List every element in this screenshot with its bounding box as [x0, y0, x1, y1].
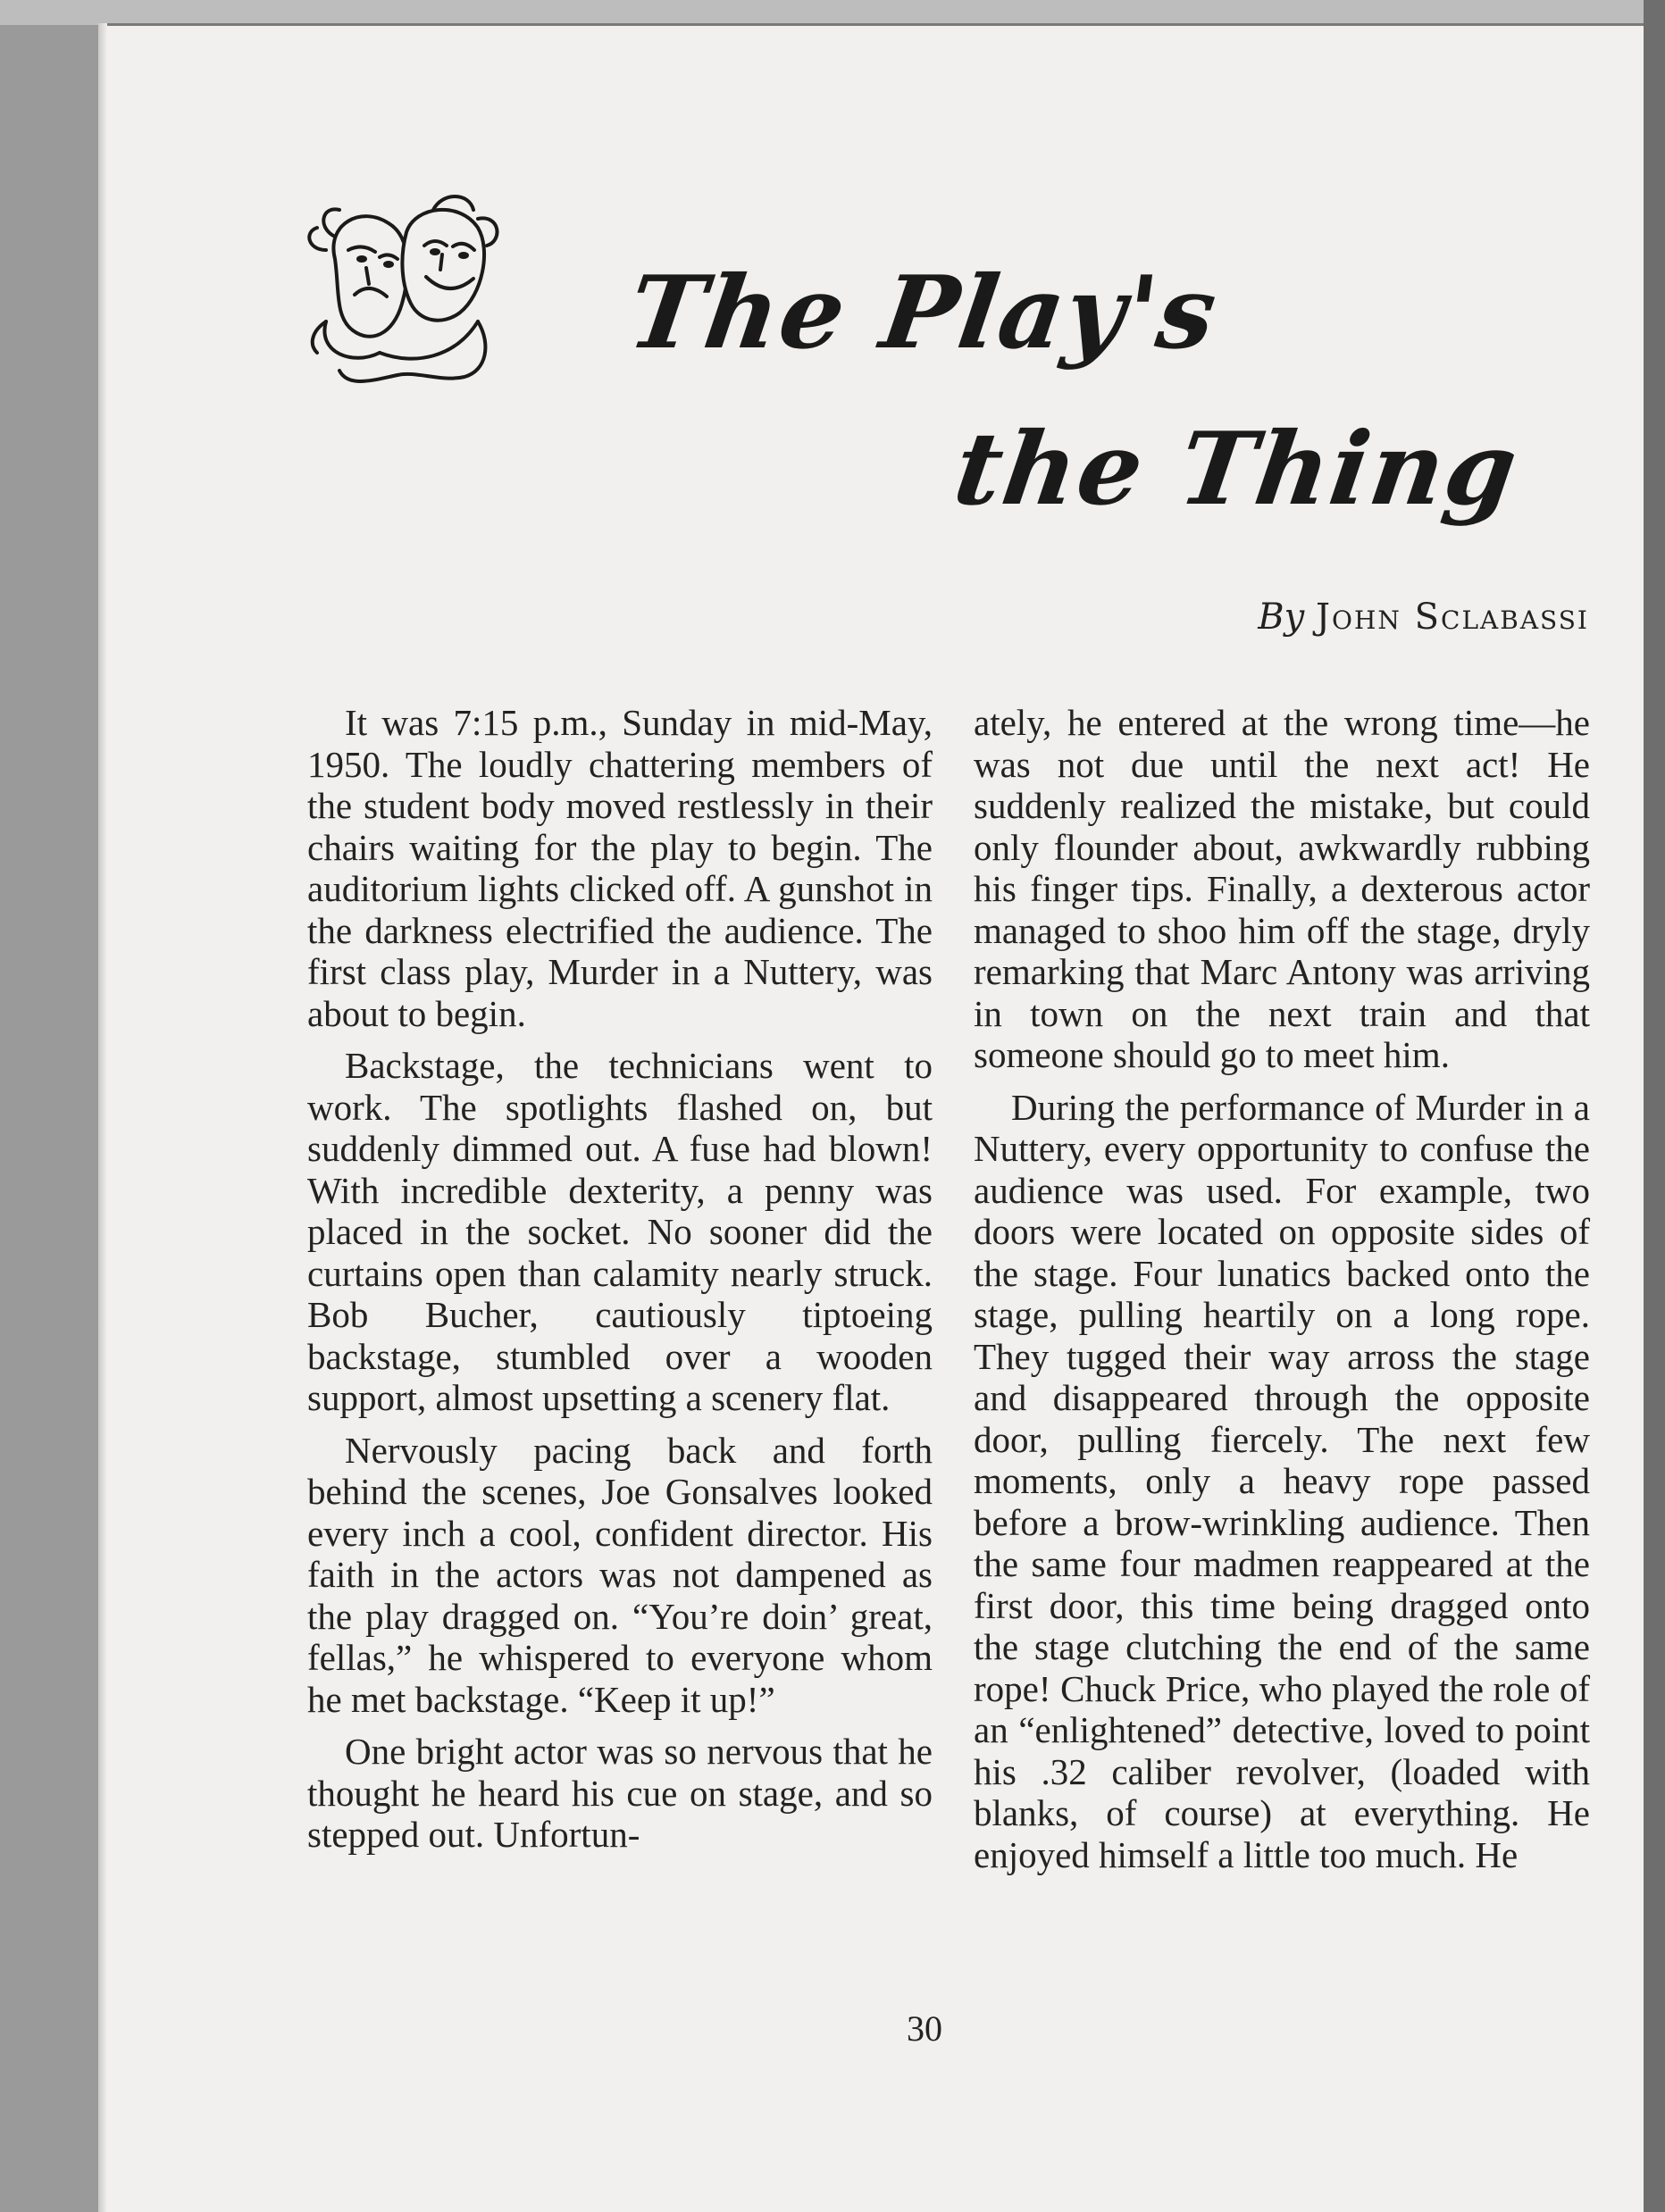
paragraph: Nervously pacing back and forth behind the scenes, Joe Gonsalves looked every inch a cool, confident director. His faith in the actors was not dampened as the play dragged on. “You’re doin’ great, fellas,” he whispered to everyone whom he met backstage. “Keep it up!” — [307, 1429, 933, 1720]
page-number: 30 — [907, 2008, 942, 2049]
paragraph: It was 7:15 p.m., Sunday in mid-May, 1950. The loudly chattering members of the student body moved restlessly in their chairs waiting for the play to begin. The auditorium lights clicked off. A gunshot in the darkness electrified the audience. The first class play, Murder in a Nuttery, was about to begin. — [307, 702, 933, 1034]
left-text-column — [307, 702, 933, 1866]
page-binding-edge — [98, 23, 107, 2212]
paragraph: ately, he entered at the wrong time—he was not due until the next act! He suddenly realized the mistake, but could only flounder about, awkwardly rubbing his finger tips. Finally, a dexterous actor managed to shoo him off the stage, dryly remarking that Marc Antony was arriving in town on the next train and that someone should go to meet him. — [974, 702, 1590, 1075]
article-title-line-1: The Play's — [621, 255, 1225, 371]
comedy-tragedy-masks-icon — [299, 188, 505, 393]
scan-background-right — [1644, 0, 1665, 2212]
paragraph: During the performance of Murder in a Nuttery, every opportunity to confuse the audience was used. For example, two doors were located on opposite sides of the stage. Four lunatics backed onto the stage, pulling heartily on a long rope. They tugged their way arross the stage and disappeared through the opposite door, pulling fiercely. The next few moments, only a heavy rope passed before a brow-wrinkling audience. Then the same four madmen reappeared at the first door, this time being dragged onto the stage clutching the end of the same rope! Chuck Price, who played the role of an “enlightened” detective, loved to point his .32 caliber revolver, (loaded with blanks, of course) at everything. He enjoyed himself a little too much. He — [974, 1086, 1590, 1875]
article-title-line-2: the Thing — [947, 411, 1526, 528]
author-name: John Sclabassi — [1316, 597, 1589, 638]
right-text-column — [974, 702, 1590, 1886]
byline-prefix: By — [1258, 597, 1305, 638]
byline — [1258, 597, 1589, 638]
paragraph: One bright actor was so nervous that he thought he heard his cue on stage, and so stepped out. Unfortun- — [307, 1731, 933, 1855]
scan-background-top — [0, 0, 1665, 25]
paragraph: Backstage, the technicians went to work. The spotlights flashed on, but suddenly dimmed out. A fuse had blown! With incredible dexterity, a penny was placed in the socket. No sooner did the curtains open than calamity nearly struck. Bob Bucher, cautiously tiptoeing backstage, stumbled over a wooden support, almost upsetting a scenery flat. — [307, 1045, 933, 1418]
